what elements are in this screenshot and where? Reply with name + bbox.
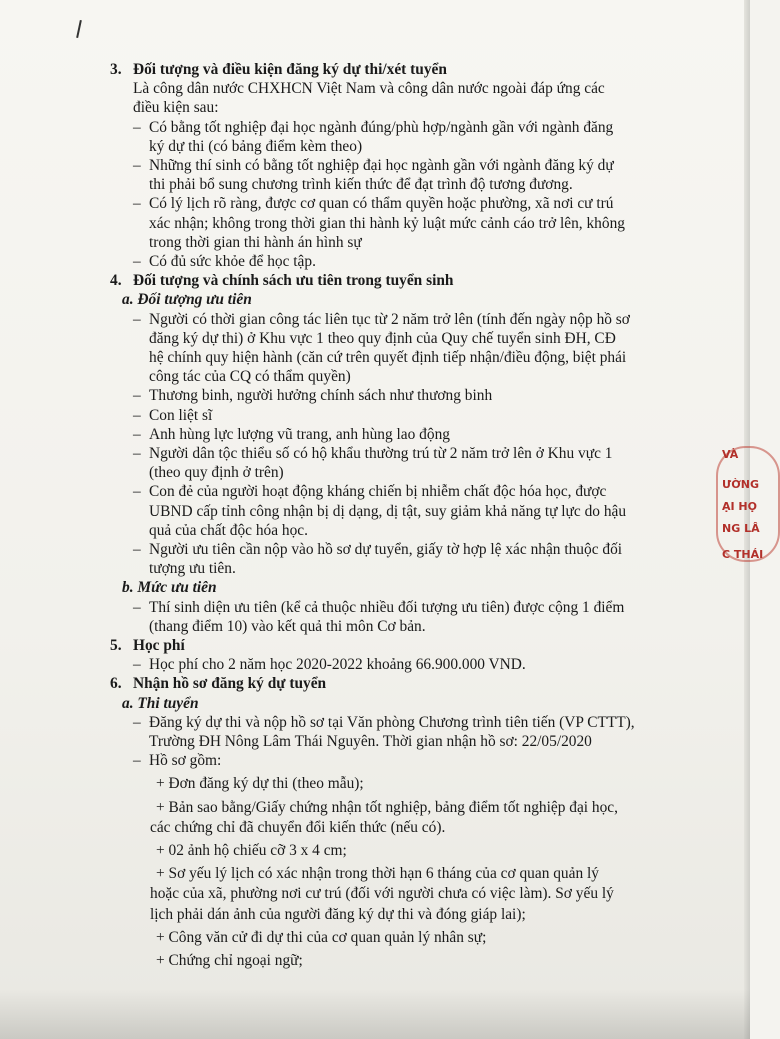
section-4-heading-title: Đối tượng và chính sách ưu tiên trong tuyển sinh [133, 272, 454, 290]
dossier-item-line: hoặc của xã, phường nơi cư trú (đối với người chưa có việc làm). Sơ yếu lý [150, 885, 614, 903]
bullet-dash: – [133, 253, 141, 270]
section-6-heading-title: Nhận hồ sơ đăng ký dự tuyển [133, 675, 327, 693]
section-3-bullet-line: Có đủ sức khỏe để học tập. [149, 253, 316, 270]
stamp-text: VÀ [722, 448, 739, 461]
bullet-dash: – [133, 445, 141, 462]
section-4-heading-number: 4. [110, 272, 122, 290]
section-4a-bullet-line: hệ chính quy hiện hành (căn cứ trên quyết định tiếp nhận/điều động, biệt phái [149, 349, 627, 366]
section-3-bullet-line: Có bằng tốt nghiệp đại học ngành đúng/phù hợp/ngành gần với ngành đăng [149, 118, 614, 136]
section-3-bullet-line: trong thời gian thi hành án hình sự [149, 233, 362, 251]
section-4b-bullet-line: (thang điểm 10) vào kết quả thi môn Cơ bản. [149, 617, 426, 635]
page-shadow [0, 989, 750, 1039]
section-5-heading-title: Học phí [133, 637, 185, 654]
section-6-bullet-line: Trường ĐH Nông Lâm Thái Nguyên. Thời gian nhận hồ sơ: 22/05/2020 [149, 733, 592, 750]
stamp-text: C THÁI [722, 548, 764, 561]
bullet-dash: – [133, 157, 141, 174]
section-6-bullet-line: Hồ sơ gồm: [149, 752, 222, 770]
section-4a-bullet-line: UBND cấp tỉnh công nhận bị dị dạng, dị tật, suy giảm khả năng tự lực do hậu [149, 502, 627, 520]
section-4a-bullet-line: quả của chất độc hóa học. [149, 521, 308, 539]
section-3-bullet-line: ký dự thi (có bảng điểm kèm theo) [149, 137, 363, 155]
section-4a-bullet-line: Con đẻ của người hoạt động kháng chiến bị nhiễm chất độc hóa học, được [149, 483, 607, 501]
bullet-dash: – [133, 598, 141, 616]
section-4a-bullet-line: tượng ưu tiên. [149, 560, 236, 578]
stamp-text: ƯỜNG [722, 478, 760, 491]
section-4a-bullet-line: (theo quy định ở trên) [149, 464, 284, 482]
section-5-heading-number: 5. [110, 637, 122, 654]
section-4a-bullet-line: công tác của CQ có thẩm quyền) [149, 368, 351, 386]
dossier-item-line: + Công văn cử đi dự thi của cơ quan quản lý nhân sự; [156, 928, 487, 946]
dossier-item-line: + Đơn đăng ký dự thi (theo mẫu); [156, 775, 364, 793]
bullet-dash: – [133, 425, 141, 443]
section-4a-bullet-line: đăng ký dự thi) ở Khu vực 1 theo quy định của Quy chế tuyển sinh ĐH, CĐ [149, 329, 616, 347]
section-3-bullet-line: thi phải bổ sung chương trình kiến thức để đạt trình độ tương đương. [149, 176, 573, 194]
dossier-item-line: + Bản sao bằng/Giấy chứng nhận tốt nghiệp, bảng điểm tốt nghiệp đại học, [156, 798, 618, 816]
bullet-dash: – [133, 752, 141, 770]
section-4a-bullet-line: Thương binh, người hưởng chính sách như thương binh [149, 387, 493, 405]
section-6-bullet-line: Đăng ký dự thi và nộp hồ sơ tại Văn phòng Chương trình tiên tiến (VP CTTT), [149, 713, 635, 731]
dossier-item-line: các chứng chỉ đã chuyển đổi kiến thức (nếu có). [150, 818, 446, 836]
section-6-heading-number: 6. [110, 675, 122, 693]
dossier-item-line: lịch phải dán ảnh của người đăng ký dự thi và đóng giáp lai); [150, 905, 526, 923]
section-3-bullet-line: xác nhận; không trong thời gian thi hành kỷ luật mức cảnh cáo trở lên, không [149, 214, 625, 232]
section-4b-title: b. Mức ưu tiên [122, 579, 217, 597]
stamp-text: ẠI HỌ [722, 500, 757, 513]
official-stamp [716, 440, 764, 570]
section-3-bullet-line: Những thí sinh có bằng tốt nghiệp đại học ngành gần với ngành đăng ký dự [149, 157, 614, 174]
dossier-item-line: + Chứng chỉ ngoại ngữ; [156, 952, 303, 969]
dossier-item-line: + 02 ảnh hộ chiếu cỡ 3 x 4 cm; [156, 842, 347, 859]
section-3-heading-title: Đối tượng và điều kiện đăng ký dự thi/xét tuyển [133, 61, 447, 78]
stamp-text: NG LÂ [722, 522, 760, 535]
section-4a-bullet-line: Người có thời gian công tác liên tục từ 2 năm trở lên (tính đến ngày nộp hồ sơ [149, 310, 630, 328]
section-4a-bullet-line: Người dân tộc thiểu số có hộ khẩu thường trú từ 2 năm trở lên ở Khu vực 1 [149, 445, 613, 462]
section-3-bullet-line: Có lý lịch rõ ràng, được cơ quan có thẩm quyền hoặc phường, xã nơi cư trú [149, 195, 614, 213]
dossier-item-line: + Sơ yếu lý lịch có xác nhận trong thời hạn 6 tháng của cơ quan quản lý [156, 865, 599, 883]
bullet-dash: – [133, 541, 141, 558]
section-4a-bullet-line: Anh hùng lực lượng vũ trang, anh hùng lao động [149, 425, 450, 443]
section-4a-title: a. Đối tượng ưu tiên [122, 291, 252, 309]
section-4a-bullet-line: Con liệt sĩ [149, 406, 213, 424]
bullet-dash: – [133, 406, 141, 424]
section-3-heading-number: 3. [110, 61, 122, 78]
bullet-dash: – [133, 713, 141, 731]
section-3-intro: điều kiện sau: [133, 99, 219, 117]
bullet-dash: – [133, 483, 141, 501]
bullet-dash: – [133, 195, 141, 213]
bullet-dash: – [133, 387, 141, 405]
section-5-bullet: Học phí cho 2 năm học 2020-2022 khoảng 66.900.000 VND. [149, 656, 526, 674]
bullet-dash: – [133, 310, 141, 328]
section-3-intro: Là công dân nước CHXHCN Việt Nam và công dân nước ngoài đáp ứng các [133, 80, 605, 98]
section-4b-bullet-line: Thí sinh diện ưu tiên (kể cả thuộc nhiều đối tượng ưu tiên) được cộng 1 điểm [149, 598, 625, 616]
bullet-dash: – [133, 118, 141, 136]
section-4a-bullet-line: Người ưu tiên cần nộp vào hồ sơ dự tuyển, giấy tờ hợp lệ xác nhận thuộc đối [149, 541, 623, 558]
corner-mark [76, 20, 82, 38]
bullet-dash: – [133, 656, 141, 674]
section-6a-title: a. Thi tuyển [122, 694, 199, 712]
